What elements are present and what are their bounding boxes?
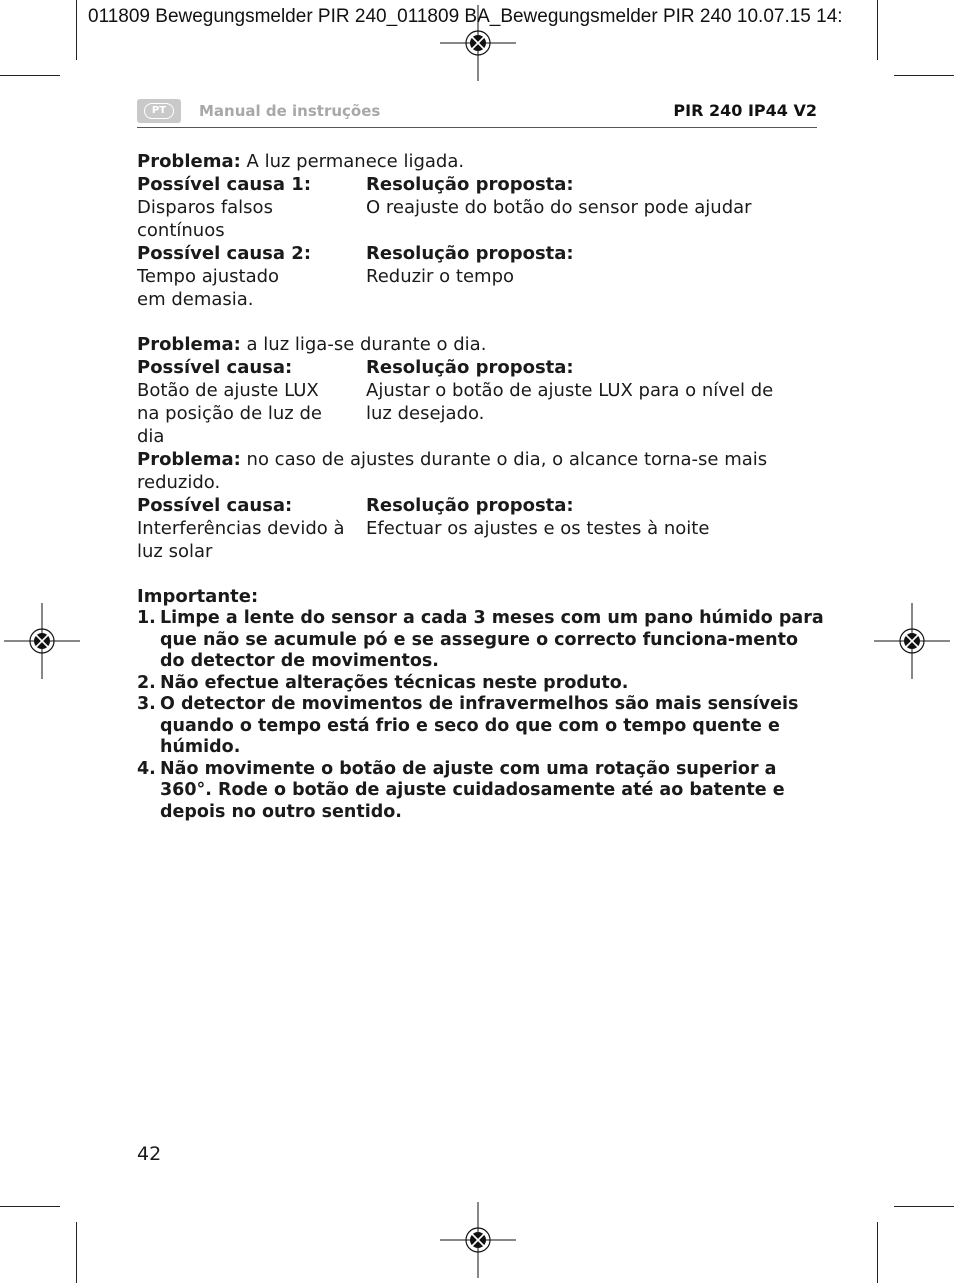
crop-mark-top-right-h — [894, 75, 954, 76]
resolution-label: Resolução proposta: — [366, 243, 574, 264]
cause-label: Possível causa: — [137, 357, 293, 378]
crop-mark-top-right-v — [877, 0, 878, 60]
list-number: 3. — [137, 694, 156, 714]
registration-mark-right-icon — [874, 603, 950, 679]
list-item — [137, 759, 827, 824]
problem-3 — [137, 448, 827, 494]
list-number: 4. — [137, 758, 156, 779]
crop-mark-bottom-right-v — [877, 1222, 878, 1283]
important-title: Importante: — [137, 586, 259, 607]
problem-text: A luz permanece ligada. — [240, 151, 465, 172]
cause-label: Possível causa 2: — [137, 243, 312, 264]
crop-mark-top-left-v — [76, 0, 77, 60]
crop-mark-bottom-left-h — [0, 1206, 60, 1207]
resolution-label: Resolução proposta: — [366, 357, 574, 378]
cause-row-header — [137, 494, 827, 517]
crop-mark-bottom-left-v — [76, 1222, 77, 1283]
resolution-text: Efectuar os ajustes e os testes à noite — [366, 518, 710, 539]
troubleshooting-content — [137, 150, 827, 823]
cause-row-header — [137, 356, 827, 379]
cause-text: Disparos falsos contínuos — [137, 197, 273, 241]
resolution-label: Resolução proposta: — [366, 495, 574, 516]
resolution-label: Resolução proposta: — [366, 174, 574, 195]
resolution-text: Reduzir o tempo — [366, 266, 515, 287]
problem-2 — [137, 333, 827, 356]
cause-text: Interferências devido à luz solar — [137, 518, 345, 562]
cause-label: Possível causa 1: — [137, 174, 312, 195]
cause-label: Possível causa: — [137, 495, 293, 516]
list-text: O detector de movimentos de infravermelhos são mais sensíveis quando o tempo está frio e seco do que com o tempo quente e húmido. — [160, 694, 799, 757]
product-model: PIR 240 IP44 V2 — [673, 101, 817, 120]
cause-row — [137, 517, 827, 563]
list-number: 1. — [137, 608, 156, 628]
resolution-text: Ajustar o botão de ajuste LUX para o nível de luz desejado. — [366, 380, 774, 424]
language-code: PT — [144, 103, 174, 119]
crop-mark-top-left-h — [0, 75, 60, 76]
registration-mark-top-icon — [440, 5, 516, 81]
important-notes — [137, 585, 827, 823]
problem-text: no caso de ajustes durante o dia, o alcance torna-se mais reduzido. — [137, 449, 768, 493]
print-slug: 011809 Bewegungsmelder PIR 240_011809 BA_Bewegungsmelder PIR 240 10.07.15 14: — [88, 6, 843, 27]
language-badge — [137, 99, 181, 123]
registration-mark-bottom-icon — [440, 1202, 516, 1278]
list-number: 2. — [137, 672, 156, 693]
cause-row — [137, 265, 827, 311]
page-header — [137, 99, 817, 128]
cause-text: Tempo ajustado em demasia. — [137, 266, 280, 310]
problem-text: a luz liga-se durante o dia. — [240, 334, 487, 355]
section-gap — [137, 311, 827, 333]
cause-text: Botão de ajuste LUX na posição de luz de dia — [137, 380, 322, 447]
list-text: Limpe a lente do sensor a cada 3 meses com um pano húmido para que não se acumule pó e se assegure o correcto funciona-mento do detector de movimentos. — [160, 608, 824, 671]
list-item — [137, 673, 827, 695]
cause-row — [137, 379, 827, 448]
list-item — [137, 608, 827, 673]
problem-label: Problema: — [137, 449, 241, 470]
list-text: Não movimente o botão de ajuste com uma rotação superior a 360°. Rode o botão de ajuste cuidadosamente até ao batente e depois no outro sentido. — [160, 758, 785, 822]
list-item — [137, 694, 827, 759]
manual-title: Manual de instruções — [199, 102, 381, 120]
cause-row — [137, 196, 827, 242]
cause-row-header — [137, 173, 827, 196]
problem-label: Problema: — [137, 334, 241, 355]
important-list — [137, 608, 827, 823]
problem-label: Problema: — [137, 151, 241, 172]
section-gap — [137, 563, 827, 585]
resolution-text: O reajuste do botão do sensor pode ajudar — [366, 197, 752, 218]
cause-row-header — [137, 242, 827, 265]
list-text: Não efectue alterações técnicas neste produto. — [160, 672, 629, 693]
problem-1 — [137, 150, 827, 173]
registration-mark-left-icon — [4, 603, 80, 679]
page-number: 42 — [137, 1143, 162, 1165]
crop-mark-bottom-right-h — [894, 1206, 954, 1207]
